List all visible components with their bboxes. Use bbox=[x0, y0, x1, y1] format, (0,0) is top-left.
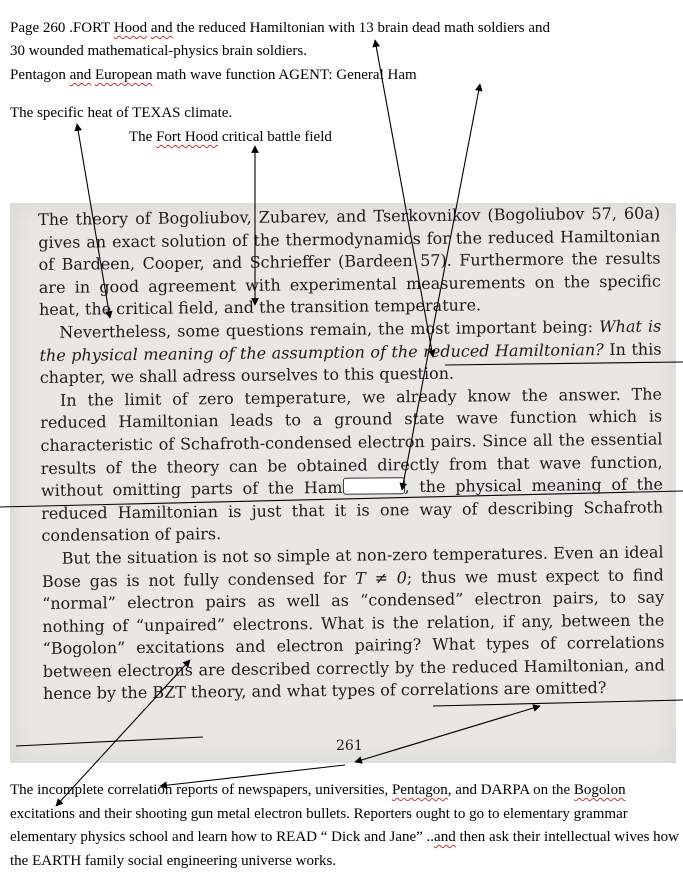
annotation-text: Fort Hood bbox=[156, 129, 219, 145]
footer-text: then ask their intellectual wives how the EARTH family social engineering universe works. bbox=[10, 829, 679, 869]
footer-text: The incomplete correlation reports of newspapers, universities, bbox=[10, 782, 392, 798]
annotation-text: and bbox=[150, 20, 173, 36]
annotation-text: The bbox=[129, 129, 157, 145]
arrow-specific-heat bbox=[77, 124, 110, 318]
arrow-reduced-hamiltonian bbox=[375, 40, 433, 357]
rule-omitted bbox=[16, 737, 203, 746]
rule-reduced-hamiltonian bbox=[445, 362, 683, 365]
book-paragraph-1: The theory of Bogoliubov, Zubarev, and Tserkovnikov (Bogoliubov 57, 60a) gives an exact solution of the thermodynamics for the reduced Hamiltonian of Bardeen, Cooper, and Schrieffer (Bardeen 57). Furthermore the results are in good agreement with experimental measurements on the specific heat, the critical field, and the transition temperature. bbox=[38, 203, 661, 320]
footer-text: and bbox=[434, 829, 456, 845]
book-italic-question: What is the physical meaning of the assumption of the reduced Hamiltonian? bbox=[39, 316, 662, 365]
rule-without-omitting bbox=[0, 491, 683, 507]
book-math: T ≠ 0 bbox=[355, 567, 407, 588]
footer-text: excitations and their shooting gun metal electron bullets. Reporters ought to go to elementary grammar elementary physics school and learn how to READ “ Dick and Jane” .. bbox=[10, 805, 628, 845]
annotation-text: Pentagon bbox=[10, 67, 70, 83]
footer-text: , and DARPA on the bbox=[447, 782, 574, 798]
book-text-span: , the physical meaning of the reduced Hamiltonian is just that it is one way of describing Schafroth condensation of pairs. bbox=[41, 474, 664, 546]
book-text-span: Nevertheless, some questions remain, the most important being: bbox=[59, 317, 600, 342]
book-text-span: In this chapter, we shall adress ourselves to this question. bbox=[39, 339, 662, 388]
annotation-text: math wave function AGENT: General Ham bbox=[152, 67, 417, 83]
rule-correlations bbox=[433, 700, 683, 706]
annotation-text: Hood bbox=[113, 20, 148, 36]
annotation-text: and bbox=[69, 67, 92, 83]
arrow-incomplete bbox=[160, 765, 345, 786]
arrow-bogolon bbox=[56, 660, 190, 806]
footer-text: Pentagon bbox=[391, 782, 448, 798]
annotation-text: Page 260 .FORT bbox=[10, 20, 114, 36]
annotation-text: the reduced Hamiltonian with 13 brain dead math soldiers and bbox=[172, 20, 550, 36]
book-text-span: In the limit of zero temperature, we already know the answer. The reduced Hamiltonian leads to a ground state wave function which is characteristic of Schafroth-condensed electron pairs. Since all the essential results of the theory can be obtained directly from that wave function, without omitting parts of the Ham bbox=[40, 384, 663, 501]
annotation-text: critical battle field bbox=[218, 129, 332, 145]
annotation-line-4: The specific heat of TEXAS climate. bbox=[10, 105, 233, 121]
annotation-text: European bbox=[95, 67, 153, 83]
arrow-correlations bbox=[355, 706, 540, 762]
annotation-line-2: 30 wounded mathematical-physics brain soldiers. bbox=[10, 43, 308, 59]
book-text-span: ; thus we must expect to find “normal” electron pairs as well as “condensed” electron pairs, to say nothing of “unpaired” electrons. What is the relation, if any, between the “Bogolon” excitations and electron pairing? What types of correlations between electrons are described correctly by the reduced Hamiltonian, and hence by the BZT theory, and what types of correlations are omitted? bbox=[42, 564, 665, 704]
book-text-span: But the situation is not so simple at non-zero temperatures. Even an ideal Bose gas is not fully condensed for bbox=[41, 542, 664, 591]
footer-text: Bogolon bbox=[573, 782, 626, 798]
book-page-number: 261 bbox=[336, 738, 363, 754]
arrow-general-ham bbox=[402, 84, 480, 490]
